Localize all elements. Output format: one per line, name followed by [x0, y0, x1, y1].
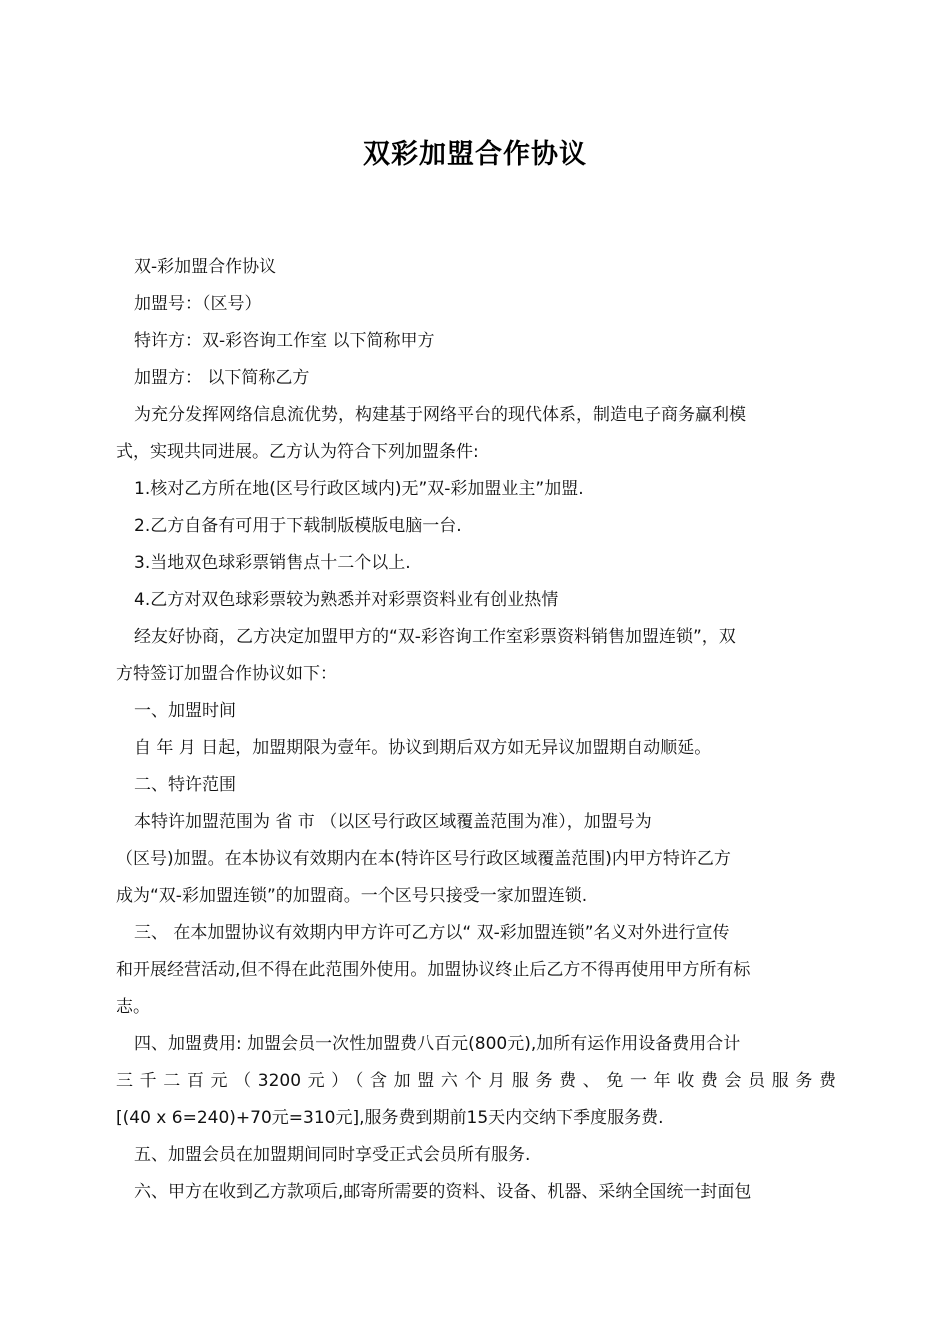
- paragraph-line: 方特签订加盟合作协议如下：: [116, 664, 337, 684]
- paragraph-line: 本特许加盟范围为 省 市 （以区号行政区域覆盖范围为准），加盟号为: [134, 812, 652, 832]
- paragraph-line: 2.乙方自备有可用于下载制版模版电脑一台.: [134, 516, 462, 536]
- paragraph-line: 三千二百元（3200元）（含加盟六个月服务费、免一年收费会员服务费: [116, 1071, 836, 1091]
- paragraph-line: 加盟方： 以下简称乙方: [134, 368, 310, 388]
- paragraph-line: 1.核对乙方所在地(区号行政区域内)无”双-彩加盟业主”加盟.: [134, 479, 584, 499]
- paragraph-line: 六、甲方在收到乙方款项后,邮寄所需要的资料、设备、机器、采纳全国统一封面包: [134, 1182, 752, 1202]
- paragraph-line: 和开展经营活动,但不得在此范围外使用。加盟协议终止后乙方不得再使用甲方所有标: [116, 960, 751, 980]
- paragraph-line: 成为“双-彩加盟连锁”的加盟商。一个区号只接受一家加盟连锁.: [116, 886, 588, 906]
- paragraph-line: 三、 在本加盟协议有效期内甲方许可乙方以“ 双-彩加盟连锁”名义对外进行宣传: [134, 923, 730, 943]
- paragraph-line: 双-彩加盟合作协议: [134, 257, 277, 277]
- paragraph-line: 特许方：双-彩咨询工作室 以下简称甲方: [134, 331, 435, 351]
- paragraph-line: （区号)加盟。在本协议有效期内在本(特许区号行政区域覆盖范围)内甲方特许乙方: [116, 849, 731, 869]
- paragraph-line: 式，实现共同进展。乙方认为符合下列加盟条件:: [116, 442, 479, 462]
- document-title: 双彩加盟合作协议: [363, 139, 587, 170]
- paragraph-line: [(40 x 6=240)+70元=310元],服务费到期前15天内交纳下季度服务费.: [116, 1108, 664, 1128]
- paragraph-line: 3.当地双色球彩票销售点十二个以上.: [134, 553, 411, 573]
- section-heading: 一、加盟时间: [134, 701, 236, 721]
- document-body: [116, 249, 836, 1211]
- paragraph-line: 经友好协商，乙方决定加盟甲方的“双-彩咨询工作室彩票资料销售加盟连锁”，双: [134, 627, 736, 647]
- paragraph-line: 志。: [116, 997, 150, 1017]
- paragraph-line: 五、加盟会员在加盟期间同时享受正式会员所有服务.: [134, 1145, 531, 1165]
- paragraph-line: 四、加盟费用: 加盟会员一次性加盟费八百元(800元),加所有运作用设备费用合计: [134, 1034, 741, 1054]
- paragraph-line: 加盟号：（区号）: [134, 294, 262, 314]
- paragraph-line: 为充分发挥网络信息流优势，构建基于网络平台的现代体系，制造电子商务赢利模: [134, 405, 746, 425]
- section-heading: 二、特许范围: [134, 775, 236, 795]
- paragraph-line: 4.乙方对双色球彩票较为熟悉并对彩票资料业有创业热情: [134, 590, 559, 610]
- paragraph-line: 自 年 月 日起，加盟期限为壹年。协议到期后双方如无异议加盟期自动顺延。: [134, 738, 712, 758]
